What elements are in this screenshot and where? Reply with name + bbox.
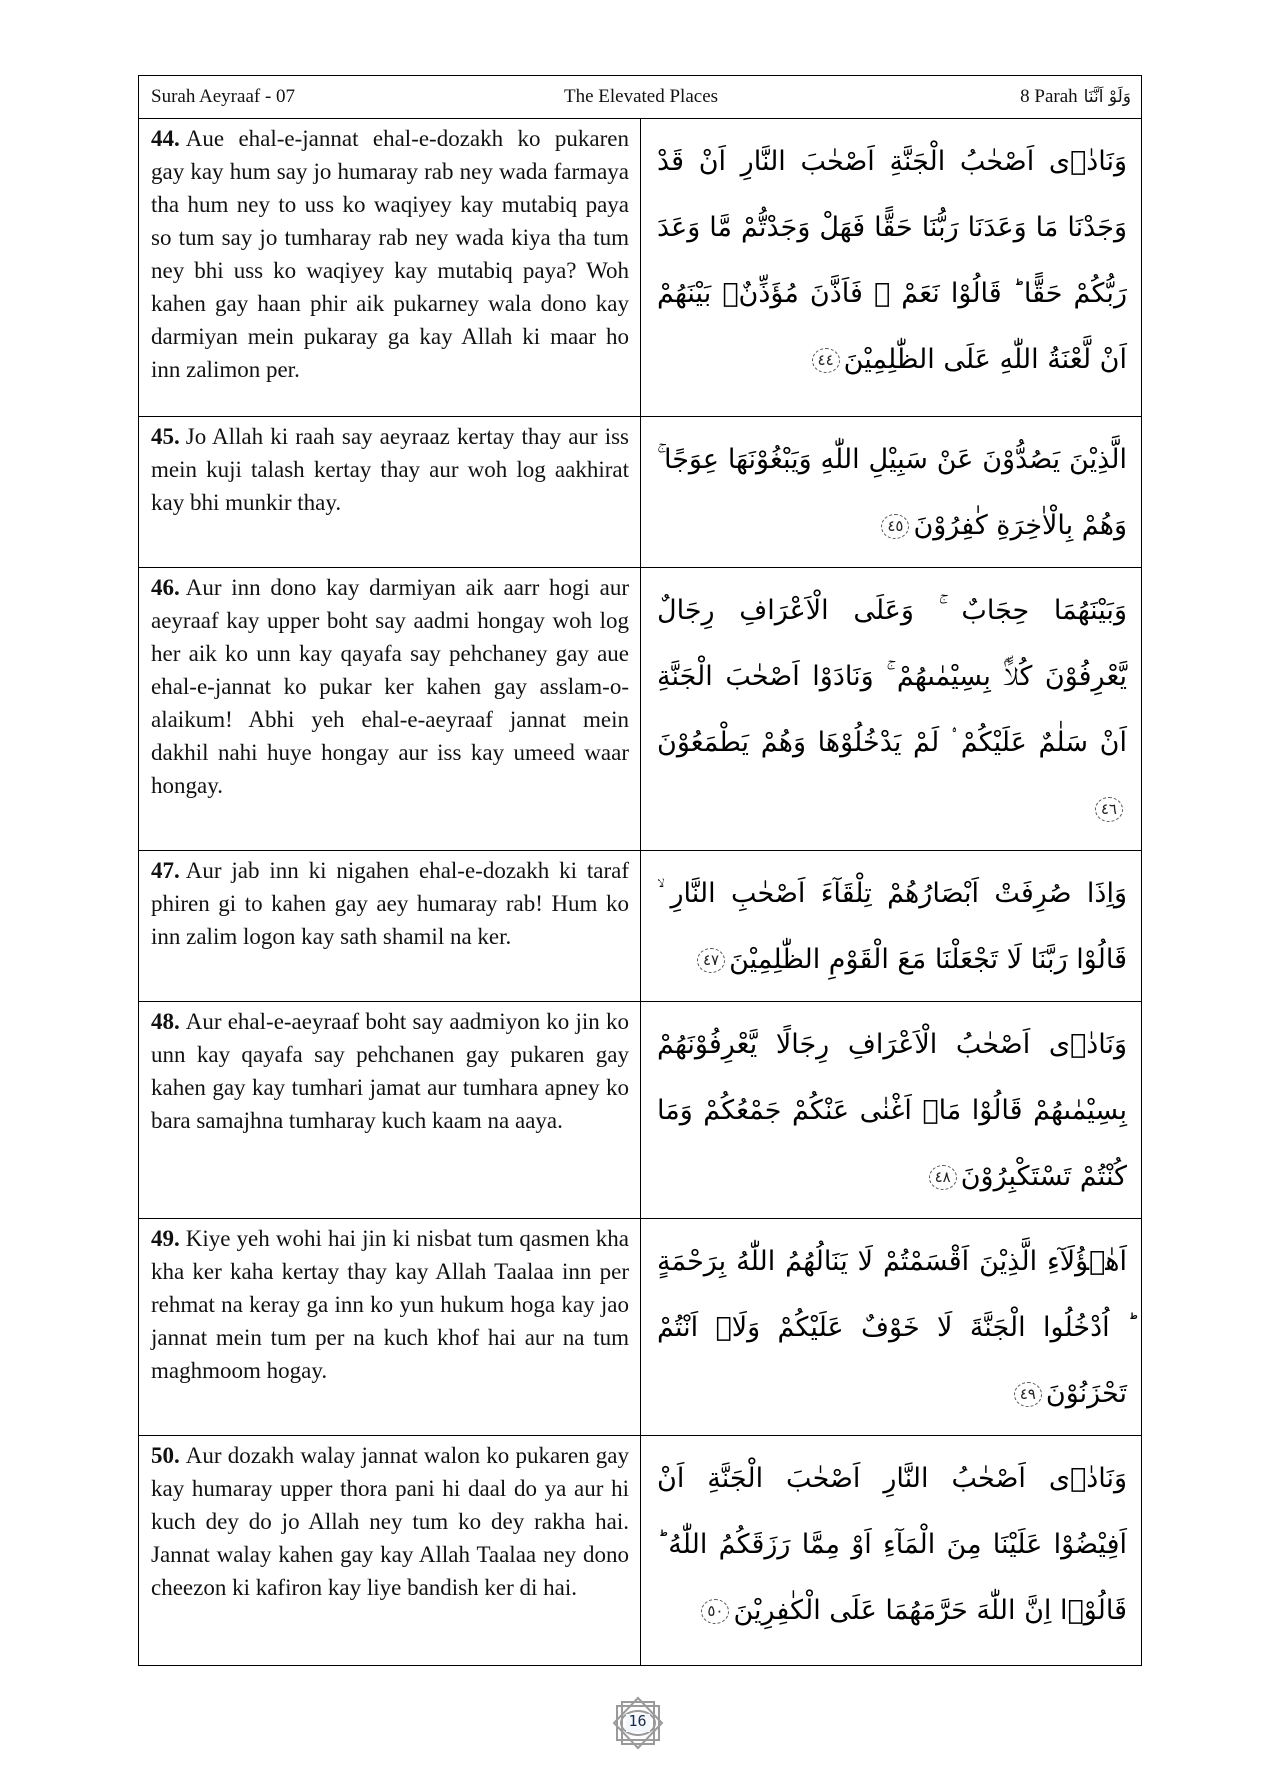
surah-title: Surah Aeyraaf - 07 <box>151 86 296 107</box>
verse-english-text: Aur dozakh walay jannat walon ko pukaren gay kay humaray upper thora pani hi daal do ya aur hi kuch dey do jo Allah ney tum ko dey rakha hai. Jannat walay kahen gay kay Allah Taalaa ney dono cheezon ki kafiron kay liye bandish ker di hai. <box>151 1443 629 1600</box>
verse-arabic-text: وَنَادٰۤى اَصْحٰبُ الْجَنَّةِ اَصْحٰبَ النَّارِ اَنْ قَدْ وَجَدْنَا مَا وَعَدَنَا رَبُّنَا حَقًّا فَهَلْ وَجَدْتُّمْ مَّا وَعَدَ رَبُّكُمْ حَقًّا ؕ قَالُوْا نَعَمْ ۚ فَاَذَّنَ مُؤَذِّنٌۢ بَيْنَهُمْ اَنْ لَّعْنَةُ اللّٰهِ عَلَى الظّٰلِمِيْنَ <box>657 146 1127 375</box>
ayah-end-marker-icon: ٤٩ <box>1014 1382 1042 1407</box>
verse-translation <box>139 568 641 850</box>
verse-row-47 <box>139 851 1141 1002</box>
verse-english-text: Kiye yeh wohi hai jin ki nisbat tum qasmen kha kha ker kaha kertay thay kay Allah Taalaa inn per rehmat na keray ga inn ko yun hukum hoga kay jao jannat mein tum per na kuch khof hai aur na tum maghmoom hogay. <box>151 1226 629 1383</box>
verse-arabic-text: وَنَادٰۤى اَصْحٰبُ النَّارِ اَصْحٰبَ الْجَنَّةِ اَنْ اَفِيْضُوْا عَلَيْنَا مِنَ الْمَآءِ اَوْ مِمَّا رَزَقَكُمُ اللّٰهُ ؕ قَالُوْۤا اِنَّ اللّٰهَ حَرَّمَهُمَا عَلَى الْكٰفِرِيْنَ <box>657 1463 1127 1626</box>
verse-arabic <box>641 1436 1141 1665</box>
verse-number: 46. <box>151 575 180 600</box>
verse-number: 49. <box>151 1226 180 1251</box>
verse-translation <box>139 119 641 416</box>
verse-translation <box>139 1219 641 1435</box>
verse-translation <box>139 417 641 567</box>
parah-label <box>804 86 1131 108</box>
verse-number: 50. <box>151 1443 180 1468</box>
verse-arabic <box>641 568 1141 850</box>
verse-number: 44. <box>151 126 180 151</box>
verse-arabic-text: وَنَادٰۤى اَصْحٰبُ الْاَعْرَافِ رِجَالًا يَّعْرِفُوْنَهُمْ بِسِيْمٰىهُمْ قَالُوْا مَاۤ اَغْنٰى عَنْكُمْ جَمْعُكُمْ وَمَا كُنْتُمْ تَسْتَكْبِرُوْنَ <box>657 1029 1127 1192</box>
verse-arabic-text: الَّذِيْنَ يَصُدُّوْنَ عَنْ سَبِيْلِ اللّٰهِ وَيَبْغُوْنَهَا عِوَجًا ۚ وَهُمْ بِالْاٰخِرَةِ كٰفِرُوْنَ <box>657 444 1127 541</box>
verse-english-text: Jo Allah ki raah say aeyraaz kertay thay aur iss mein kuji talash kertay thay aur woh log aakhirat kay bhi munkir thay. <box>151 424 629 515</box>
verse-arabic-text: اَهٰۤؤُلَآءِ الَّذِيْنَ اَقْسَمْتُمْ لَا يَنَالُهُمُ اللّٰهُ بِرَحْمَةٍ ؕ اُدْخُلُوا الْجَنَّةَ لَا خَوْفٌ عَلَيْكُمْ وَلَاۤ اَنْتُمْ تَحْزَنُوْنَ <box>657 1246 1127 1409</box>
verse-translation <box>139 1436 641 1665</box>
verse-row-46 <box>139 568 1141 851</box>
ayah-end-marker-icon: ٤٤ <box>812 348 840 373</box>
verse-english-text: Aur inn dono kay darmiyan aik aarr hogi aur aeyraaf kay upper boht say aadmi hongay woh log her aik ko unn kay qayafa say pehchaney gay aue ehal-e-jannat ko pukar ker kahen gay asslam-o-alaikum! Abhi yeh ehal-e-aeyraaf jannat mein dakhil nahi huye hongay aur iss kay umeed waar hongay. <box>151 575 629 798</box>
verse-arabic <box>641 1219 1141 1435</box>
verse-number: 48. <box>151 1009 180 1034</box>
page-footer <box>0 1696 1275 1750</box>
ayah-end-marker-icon: ٥٠ <box>701 1599 729 1624</box>
ayah-end-marker-icon: ٤٥ <box>881 514 909 539</box>
verse-row-49 <box>139 1219 1141 1436</box>
ayah-end-marker-icon: ٤٦ <box>1095 797 1123 822</box>
verse-english-text: Aur jab inn ki nigahen ehal-e-dozakh ki taraf phiren gi to kahen gay aey humaray rab! Hum ko inn zalim logon kay sath shamil na ker. <box>151 858 629 949</box>
ayah-end-marker-icon: ٤٨ <box>929 1165 957 1190</box>
parah-arabic-name: وَلَوْ اَنَّنَا <box>1083 87 1132 107</box>
page-number-ornament <box>610 1696 666 1750</box>
verse-arabic-text: وَاِذَا صُرِفَتْ اَبْصَارُهُمْ تِلْقَآءَ اَصْحٰبِ النَّارِ ۙ قَالُوْا رَبَّنَا لَا تَجْعَلْنَا مَعَ الْقَوْمِ الظّٰلِمِيْنَ <box>657 878 1127 975</box>
verse-number: 45. <box>151 424 180 449</box>
verse-english-text: Aue ehal-e-jannat ehal-e-dozakh ko pukaren gay kay hum say jo humaray rab ney wada farmaya tha hum ney to uss ko waqiyey kay mutabiq paya so tum say jo tumharay rab ney wada kiya tha tum ney bhi uss ko waqiyey kay mutabiq paya? Woh kahen gay haan phir aik pukarney wala dono kay darmiyan mein pukaray ga kay Allah ki maar ho inn zalimon per. <box>151 126 629 382</box>
verse-number: 47. <box>151 858 180 883</box>
verse-arabic <box>641 851 1141 1001</box>
verse-translation <box>139 851 641 1001</box>
page-header <box>139 76 1141 119</box>
page-number: 16 <box>628 1712 647 1730</box>
verse-english-text: Aur ehal-e-aeyraaf boht say aadmiyon ko jin ko unn kay qayafa say pehchanen gay pukaren gay kahen gay kay tumhari jamat aur tumhara apney ko bara samajhna tumharay kuch kaam na aaya. <box>151 1009 629 1133</box>
verse-row-44 <box>139 119 1141 417</box>
verse-arabic <box>641 1002 1141 1218</box>
verse-arabic-text: وَبَيْنَهُمَا حِجَابٌ ۚ وَعَلَى الْاَعْرَافِ رِجَالٌ يَّعْرِفُوْنَ كُلًّاۢ بِسِيْمٰىهُمْ ۚ وَنَادَوْا اَصْحٰبَ الْجَنَّةِ اَنْ سَلٰمٌ عَلَيْكُمْ ۟ لَمْ يَدْخُلُوْهَا وَهُمْ يَطْمَعُوْنَ <box>657 595 1127 758</box>
translation-table <box>138 75 1142 1666</box>
parah-number: 8 Parah <box>1020 86 1078 107</box>
verse-arabic <box>641 417 1141 567</box>
verse-row-50 <box>139 1436 1141 1665</box>
verse-row-48 <box>139 1002 1141 1219</box>
ayah-end-marker-icon: ٤٧ <box>697 948 725 973</box>
verse-translation <box>139 1002 641 1218</box>
surah-english-name: The Elevated Places <box>563 86 719 107</box>
verse-arabic <box>641 119 1141 416</box>
verse-row-45 <box>139 417 1141 568</box>
